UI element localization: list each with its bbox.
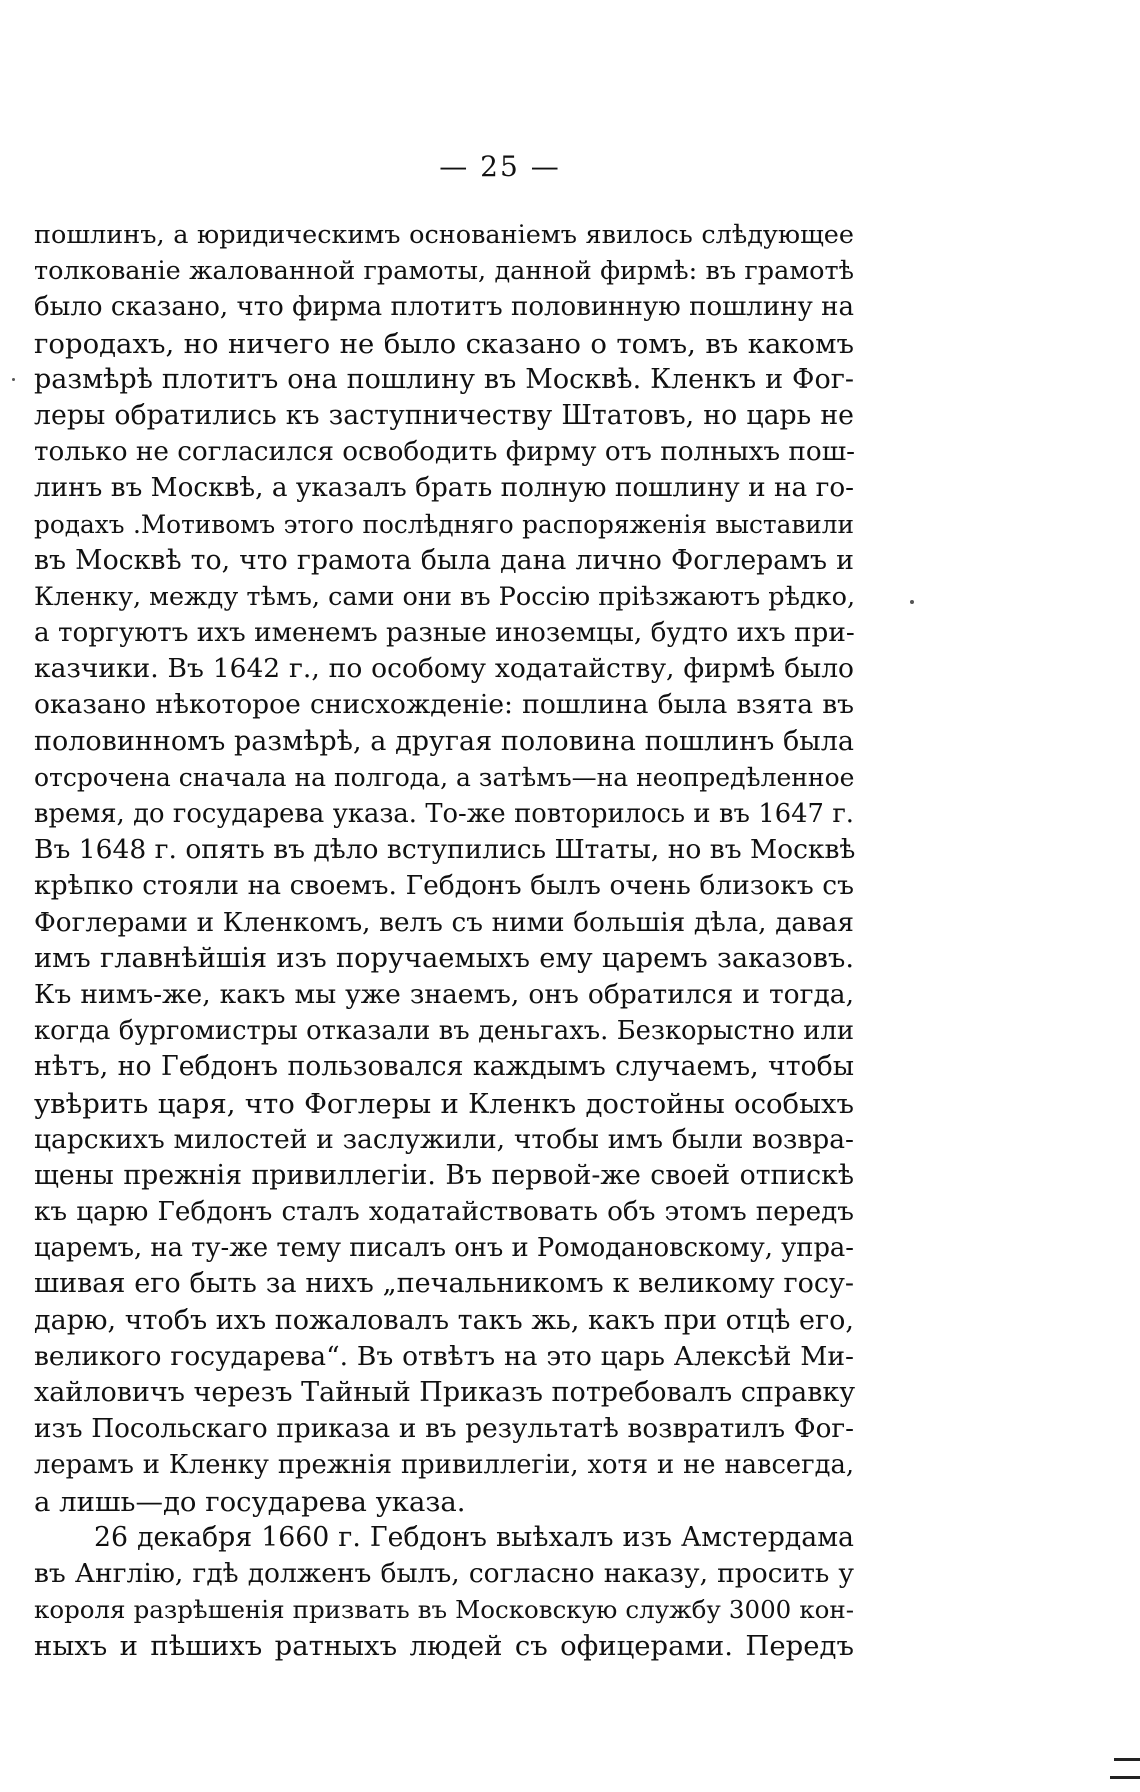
text-line: короля разрѣшенія призвать въ Московскую службу 3000 кон- xyxy=(34,1595,854,1625)
paragraph-end-line: а лишь—до государева указа. xyxy=(34,1485,466,1518)
scan-edge-mark xyxy=(1114,1758,1140,1761)
text-line: городахъ, но ничего не было сказано о томъ, въ какомъ xyxy=(34,327,854,360)
text-line: было сказано, что фирма плотитъ половинную пошлину на xyxy=(34,292,854,323)
text-line: ныхъ и пѣшихъ ратныхъ людей съ офицерами. Передъ xyxy=(34,1630,854,1663)
text-line: леры обратились къ заступничеству Штатовъ, но царь не xyxy=(34,399,854,431)
text-line: половинномъ размѣрѣ, а другая половина пошлинъ была xyxy=(34,725,854,757)
text-line: родахъ .Мотивомъ этого послѣдняго распоряженія выставили xyxy=(34,509,854,539)
text-line: оказано нѣкоторое снисхожденіе: пошлина была взята въ xyxy=(34,689,854,721)
text-line: Къ нимъ-же, какъ мы уже знаемъ, онъ обратился и тогда, xyxy=(34,978,854,1010)
text-line: время, до государева указа. То-же повторилось и въ 1647 г. xyxy=(34,799,854,829)
text-line: имъ главнѣйшія изъ поручаемыхъ ему царемъ заказовъ. xyxy=(34,942,854,974)
text-line: лерамъ и Кленку прежнія привиллегіи, хотя и не навсегда, xyxy=(34,1450,854,1481)
text-line: великого государева“. Въ отвѣтъ на это царь Алексѣй Ми- xyxy=(34,1340,854,1372)
text-line: въ Москвѣ то, что грамота была дана лично Фоглерамъ и xyxy=(34,544,854,576)
scan-speck xyxy=(910,600,914,604)
text-line: а торгуютъ ихъ именемъ разные иноземцы, будто ихъ при- xyxy=(34,618,855,649)
text-line: отсрочена сначала на полгода, а затѣмъ—на неопредѣленное xyxy=(34,762,855,792)
text-line: линъ въ Москвѣ, а указалъ брать полную пошлину и на го- xyxy=(34,473,854,504)
scan-edge-mark xyxy=(1110,1776,1140,1779)
text-line: толкованіе жалованной грамоты, данной фирмѣ: въ грамотѣ xyxy=(34,256,854,287)
text-line: только не согласился освободить фирму отъ полныхъ пош- xyxy=(34,437,856,468)
text-line: размѣрѣ плотитъ она пошлину въ Москвѣ. Кленкъ и Фог- xyxy=(34,363,854,395)
text-line: крѣпко стояли на своемъ. Гебдонъ былъ очень близокъ съ xyxy=(34,870,854,902)
text-line: пошлинъ, а юридическимъ основаніемъ явилось слѣдующее xyxy=(34,220,854,250)
page-number: — 25 — xyxy=(439,150,561,183)
paragraph-start-line: 26 декабря 1660 г. Гебдонъ выѣхалъ изъ Амстердама xyxy=(94,1521,854,1553)
text-line: Въ 1648 г. опять въ дѣло вступились Штаты, но въ Москвѣ xyxy=(34,834,856,866)
text-line: казчики. Въ 1642 г., по особому ходатайству, фирмѣ было xyxy=(34,653,854,685)
text-line: шивая его быть за нихъ „печальникомъ к великому госу- xyxy=(34,1268,854,1300)
text-line: изъ Посольскаго приказа и въ результатѣ возвратилъ Фог- xyxy=(34,1414,854,1445)
text-line: Кленку, между тѣмъ, сами они въ Россію пріѣзжаютъ рѣдко, xyxy=(34,581,856,612)
text-line: въ Англію, гдѣ долженъ былъ, согласно наказу, просить у xyxy=(34,1557,854,1589)
scan-speck xyxy=(12,378,15,381)
text-line: къ царю Гебдонъ сталъ ходатайствовать объ этомъ передъ xyxy=(34,1197,854,1228)
text-line: царскихъ милостей и заслужили, чтобы имъ были возвра- xyxy=(34,1123,854,1155)
text-line: хайловичъ черезъ Тайный Приказъ потребовалъ справку xyxy=(34,1377,856,1408)
text-line: увѣрить царя, что Фоглеры и Кленкъ достойны особыхъ xyxy=(34,1087,854,1120)
body-text xyxy=(34,217,854,1665)
text-line: Фоглерами и Кленкомъ, велъ съ ними большія дѣла, давая xyxy=(34,907,854,938)
text-line: нѣтъ, но Гебдонъ пользовался каждымъ случаемъ, чтобы xyxy=(34,1051,854,1083)
text-line: когда бургомистры отказали въ деньгахъ. Безкорыстно или xyxy=(34,1016,854,1047)
text-line: щены прежнія привиллегіи. Въ первой-же своей отпискѣ xyxy=(34,1159,854,1191)
text-line: царемъ, на ту-же тему писалъ онъ и Ромодановскому, упра- xyxy=(34,1233,854,1264)
text-line: дарю, чтобъ ихъ пожаловалъ такъ жь, какъ при отцѣ его, xyxy=(34,1304,854,1336)
